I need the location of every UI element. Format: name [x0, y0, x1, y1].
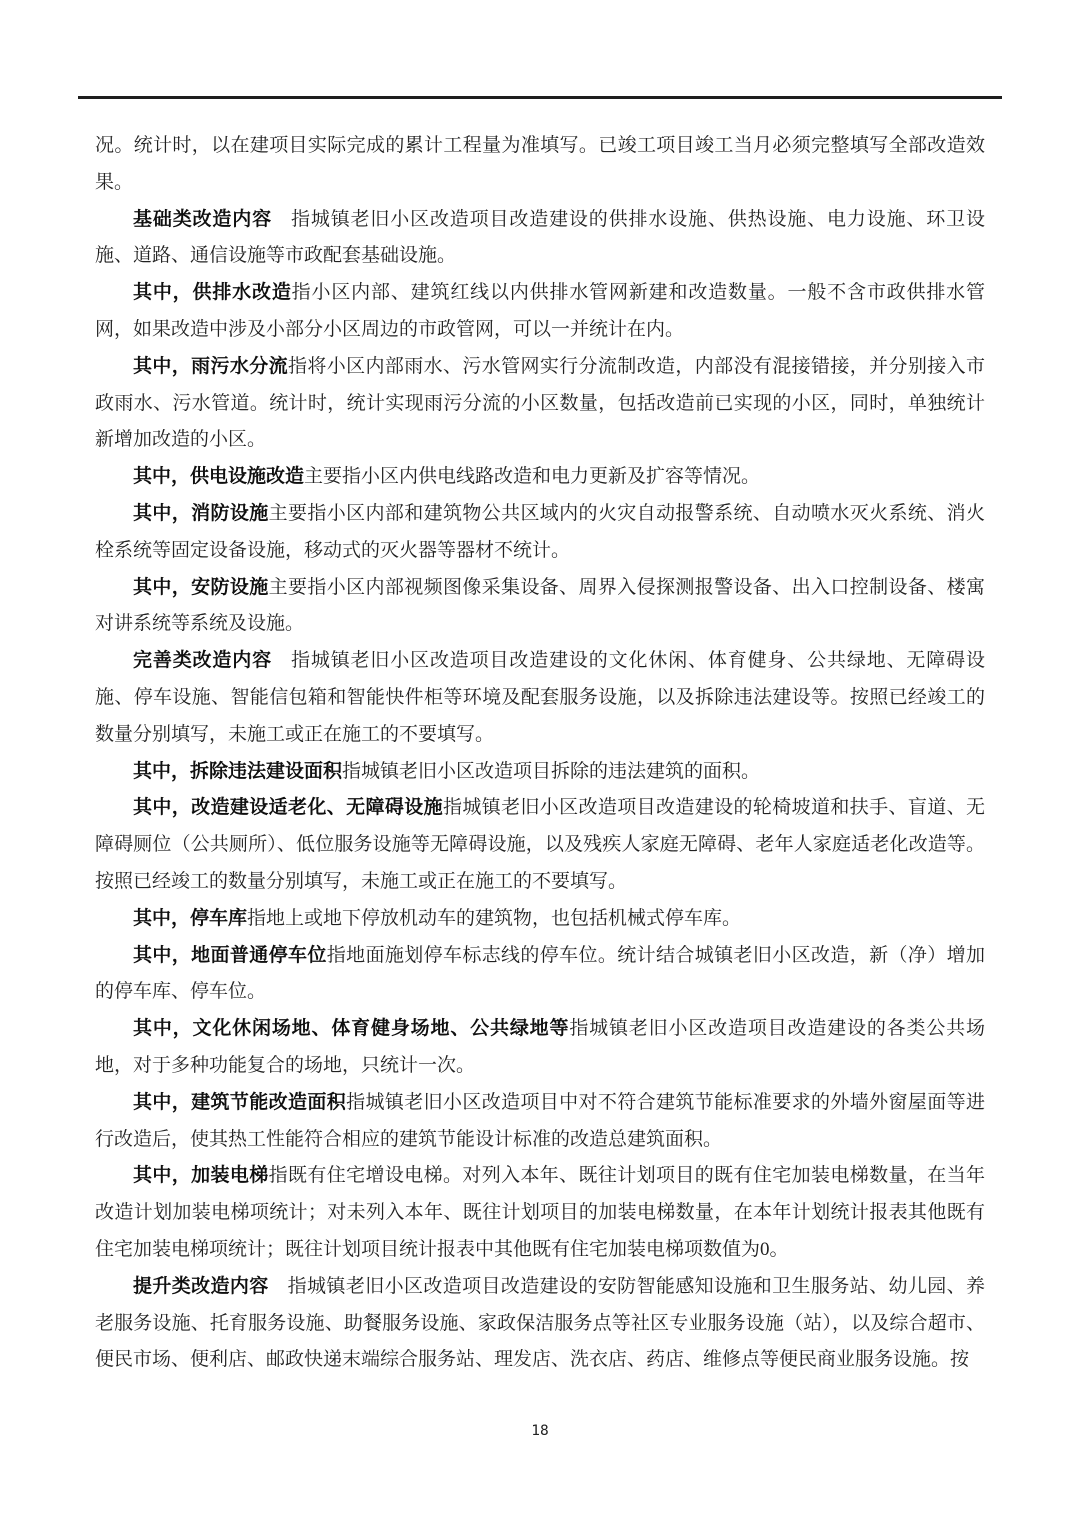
paragraph-body: 指将小区内部雨水、污水管网实行分流制改造，内部没有混接错接，并分别接入市政雨水、污水管道。统计时，统计实现雨污分流的小区数量，包括改造前已实现的小区，同时，单独统计新增加改造的小区。: [95, 355, 985, 451]
paragraph: [95, 643, 985, 753]
paragraph: [95, 202, 985, 276]
term-lead: 其中，改造建设适老化、无障碍设施: [133, 797, 443, 819]
paragraph-body: 主要指小区内部和建筑物公共区域内的火灾自动报警系统、自动喷水灭火系统、消火栓系统等固定设备设施，移动式的灭火器等器材不统计。: [95, 502, 985, 561]
term-lead: 其中，文化休闲场地、体育健身场地、公共绿地等: [133, 1018, 570, 1040]
page-footer: [0, 1423, 1080, 1439]
paragraph: [95, 349, 985, 459]
paragraph: [95, 901, 985, 938]
paragraph-body: 指地面施划停车标志线的停车位。统计结合城镇老旧小区改造，新（净）增加的停车库、停车位。: [95, 944, 985, 1003]
paragraph: [95, 938, 985, 1012]
paragraph: [95, 128, 985, 202]
paragraph-body: 指城镇老旧小区改造项目改造建设的轮椅坡道和扶手、盲道、无障碍厕位（公共厕所）、低位服务设施等无障碍设施，以及残疾人家庭无障碍、老年人家庭适老化改造等。按照已经竣工的数量分别填写，未施工或正在施工的不要填写。: [95, 797, 985, 892]
paragraph-body: 指城镇老旧小区改造项目中对不符合建筑节能标准要求的外墙外窗屋面等进行改造后，使其热工性能符合相应的建筑节能设计标准的改造总建筑面积。: [95, 1091, 985, 1150]
page-number: 18: [531, 1423, 549, 1439]
term-lead: 其中，地面普通停车位: [133, 944, 327, 966]
term-lead: 其中，供排水改造: [133, 282, 292, 304]
term-lead: 其中，安防设施: [133, 576, 269, 598]
paragraph-body: 主要指小区内供电线路改造和电力更新及扩容等情况。: [304, 466, 761, 488]
section-term: 提升类改造内容: [133, 1275, 269, 1297]
section-term: 基础类改造内容: [133, 208, 272, 230]
term-lead: 其中，停车库: [133, 907, 248, 929]
paragraph-body: 指地上或地下停放机动车的建筑物，也包括机械式停车库。: [247, 907, 742, 929]
paragraph: [95, 1011, 985, 1085]
term-lead: 其中，拆除违法建设面积: [133, 760, 343, 782]
paragraph: [95, 754, 985, 791]
paragraph-body: 指既有住宅增设电梯。对列入本年、既往计划项目的既有住宅加装电梯数量，在当年改造计划加装电梯项统计；对未列入本年、既往计划项目的加装电梯数量，在本年计划统计报表其他既有住宅加装电梯项统计；既往计划项目统计报表中其他既有住宅加装电梯项数值为0。: [95, 1165, 985, 1260]
paragraph-body: 指小区内部、建筑红线以内供排水管网新建和改造数量。一般不含市政供排水管网，如果改造中涉及小部分小区周边的市政管网，可以一并统计在内。: [95, 282, 985, 340]
paragraph-body: 主要指小区内部视频图像采集设备、周界入侵探测报警设备、出入口控制设备、楼寓对讲系统等系统及设施。: [95, 576, 985, 635]
paragraph: [95, 1158, 985, 1268]
document-body: [95, 128, 985, 1379]
paragraph: [95, 275, 985, 349]
paragraph-body: 指城镇老旧小区改造项目改造建设的安防智能感知设施和卫生服务站、幼儿园、养老服务设施、托育服务设施、助餐服务设施、家政保洁服务点等社区专业服务设施（站），以及综合超市、便民市场、便利店、邮政快递末端综合服务站、理发店、洗衣店、药店、维修点等便民商业服务设施。按: [95, 1275, 985, 1371]
term-lead: 其中，加装电梯: [133, 1165, 269, 1187]
paragraph: [95, 1085, 985, 1159]
paragraph-body: 指城镇老旧小区改造项目改造建设的各类公共场地，对于多种功能复合的场地，只统计一次。: [95, 1018, 985, 1076]
paragraph-body: 指城镇老旧小区改造项目拆除的违法建筑的面积。: [342, 760, 761, 782]
paragraph: [95, 1269, 985, 1379]
paragraph-body: 指城镇老旧小区改造项目改造建设的文化休闲、体育健身、公共绿地、无障碍设施、停车设施、智能信包箱和智能快件柜等环境及配套服务设施，以及拆除违法建设等。按照已经竣工的数量分别填写，未施工或正在施工的不要填写。: [95, 650, 985, 745]
term-lead: 其中，消防设施: [133, 502, 269, 524]
term-lead: 其中，雨污水分流: [133, 355, 288, 377]
paragraph: [95, 570, 985, 644]
header-rule: [78, 96, 1002, 99]
term-lead: 其中，供电设施改造: [133, 466, 305, 488]
paragraph-body: 指城镇老旧小区改造项目改造建设的供排水设施、供热设施、电力设施、环卫设施、道路、通信设施等市政配套基础设施。: [95, 208, 985, 267]
paragraph: [95, 459, 985, 496]
paragraph-body: 况。统计时，以在建项目实际完成的累计工程量为准填写。已竣工项目竣工当月必须完整填写全部改造效果。: [95, 135, 985, 193]
paragraph: [95, 790, 985, 900]
paragraph: [95, 496, 985, 570]
term-lead: 其中，建筑节能改造面积: [133, 1091, 347, 1113]
section-term: 完善类改造内容: [133, 650, 272, 672]
